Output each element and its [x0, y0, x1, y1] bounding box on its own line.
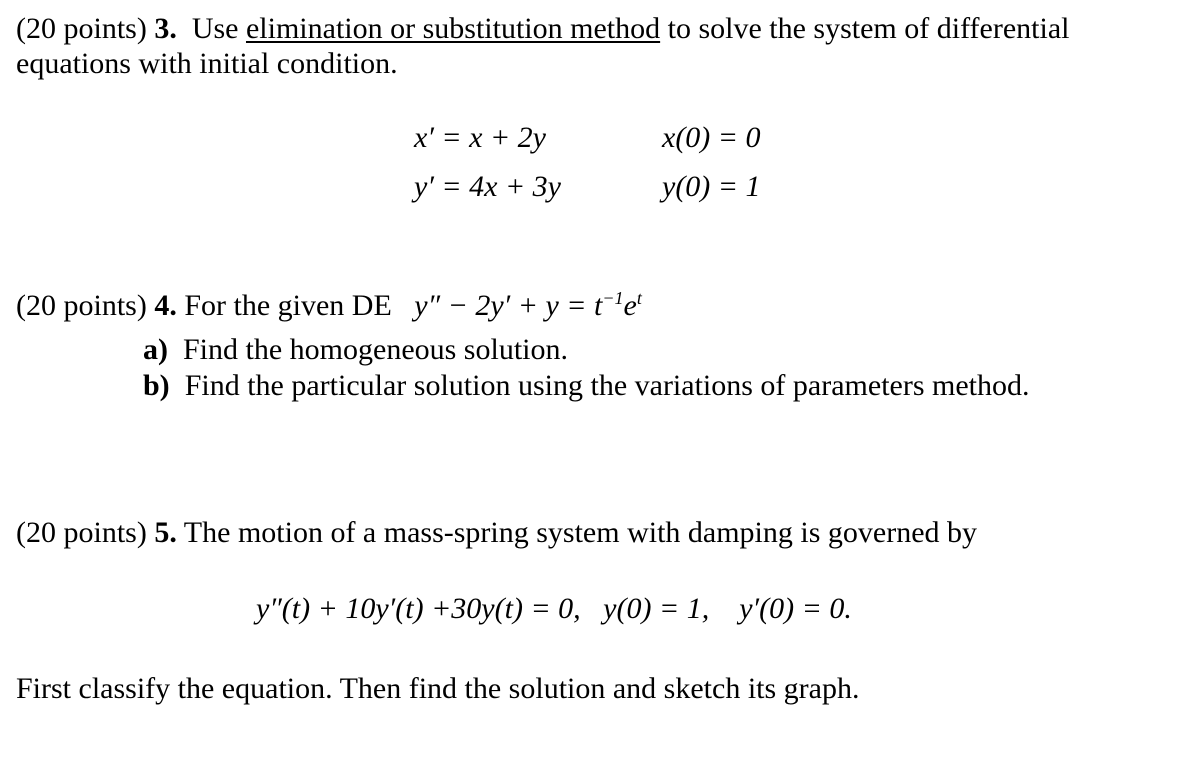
- problem3-method: elimination or substitution method: [245, 12, 661, 45]
- problem5-heading: [16, 516, 977, 550]
- problem5-text: The motion of a mass-spring system with damping is governed by: [183, 516, 978, 549]
- problem4-a-text: Find the homogeneous solution.: [183, 333, 568, 366]
- problem4-text: For the given DE: [184, 289, 392, 322]
- problem3-text-post: to solve the system of differential: [667, 12, 1070, 45]
- problem4-de-exp2: t: [636, 288, 642, 308]
- problem4-de: [414, 289, 642, 322]
- problem3-eq1: x′ = x + 2y: [414, 121, 546, 154]
- problem3-points: (20 points): [16, 12, 147, 45]
- problem4-points: (20 points): [16, 289, 147, 322]
- problem3-heading: [16, 12, 1069, 46]
- problem3-ic1: x(0) = 0: [662, 121, 761, 154]
- problem4-heading: [16, 289, 642, 323]
- problem5-equation: y″(t) + 10y′(t) +30y(t) = 0, y(0) = 1, y′(0) = 0.: [256, 592, 852, 625]
- problem5-instructions: First classify the equation. Then find the solution and sketch its graph.: [16, 672, 860, 705]
- problem4-part-a: [143, 333, 568, 367]
- problem4-de-e: e: [623, 289, 637, 322]
- problem4-de-exp1: −1: [602, 288, 624, 308]
- problem3-number: 3.: [154, 12, 177, 45]
- problem4-number: 4.: [154, 289, 177, 322]
- problem3-text-pre: Use: [191, 12, 239, 45]
- problem5-number: 5.: [154, 516, 177, 549]
- problem5-points: (20 points): [16, 516, 147, 549]
- problem4-part-b: [143, 369, 1030, 403]
- problem4-b-text: Find the particular solution using the variations of parameters method.: [184, 369, 1030, 402]
- problem3-line2: equations with initial condition.: [16, 47, 398, 80]
- problem3-ic2: y(0) = 1: [662, 170, 761, 203]
- problem3-eq2: y′ = 4x + 3y: [414, 170, 561, 203]
- problem4-de-lhs: y″ − 2y′ + y = t: [414, 289, 603, 322]
- problem4-b-label: b): [143, 369, 170, 402]
- problem4-a-label: a): [143, 333, 168, 366]
